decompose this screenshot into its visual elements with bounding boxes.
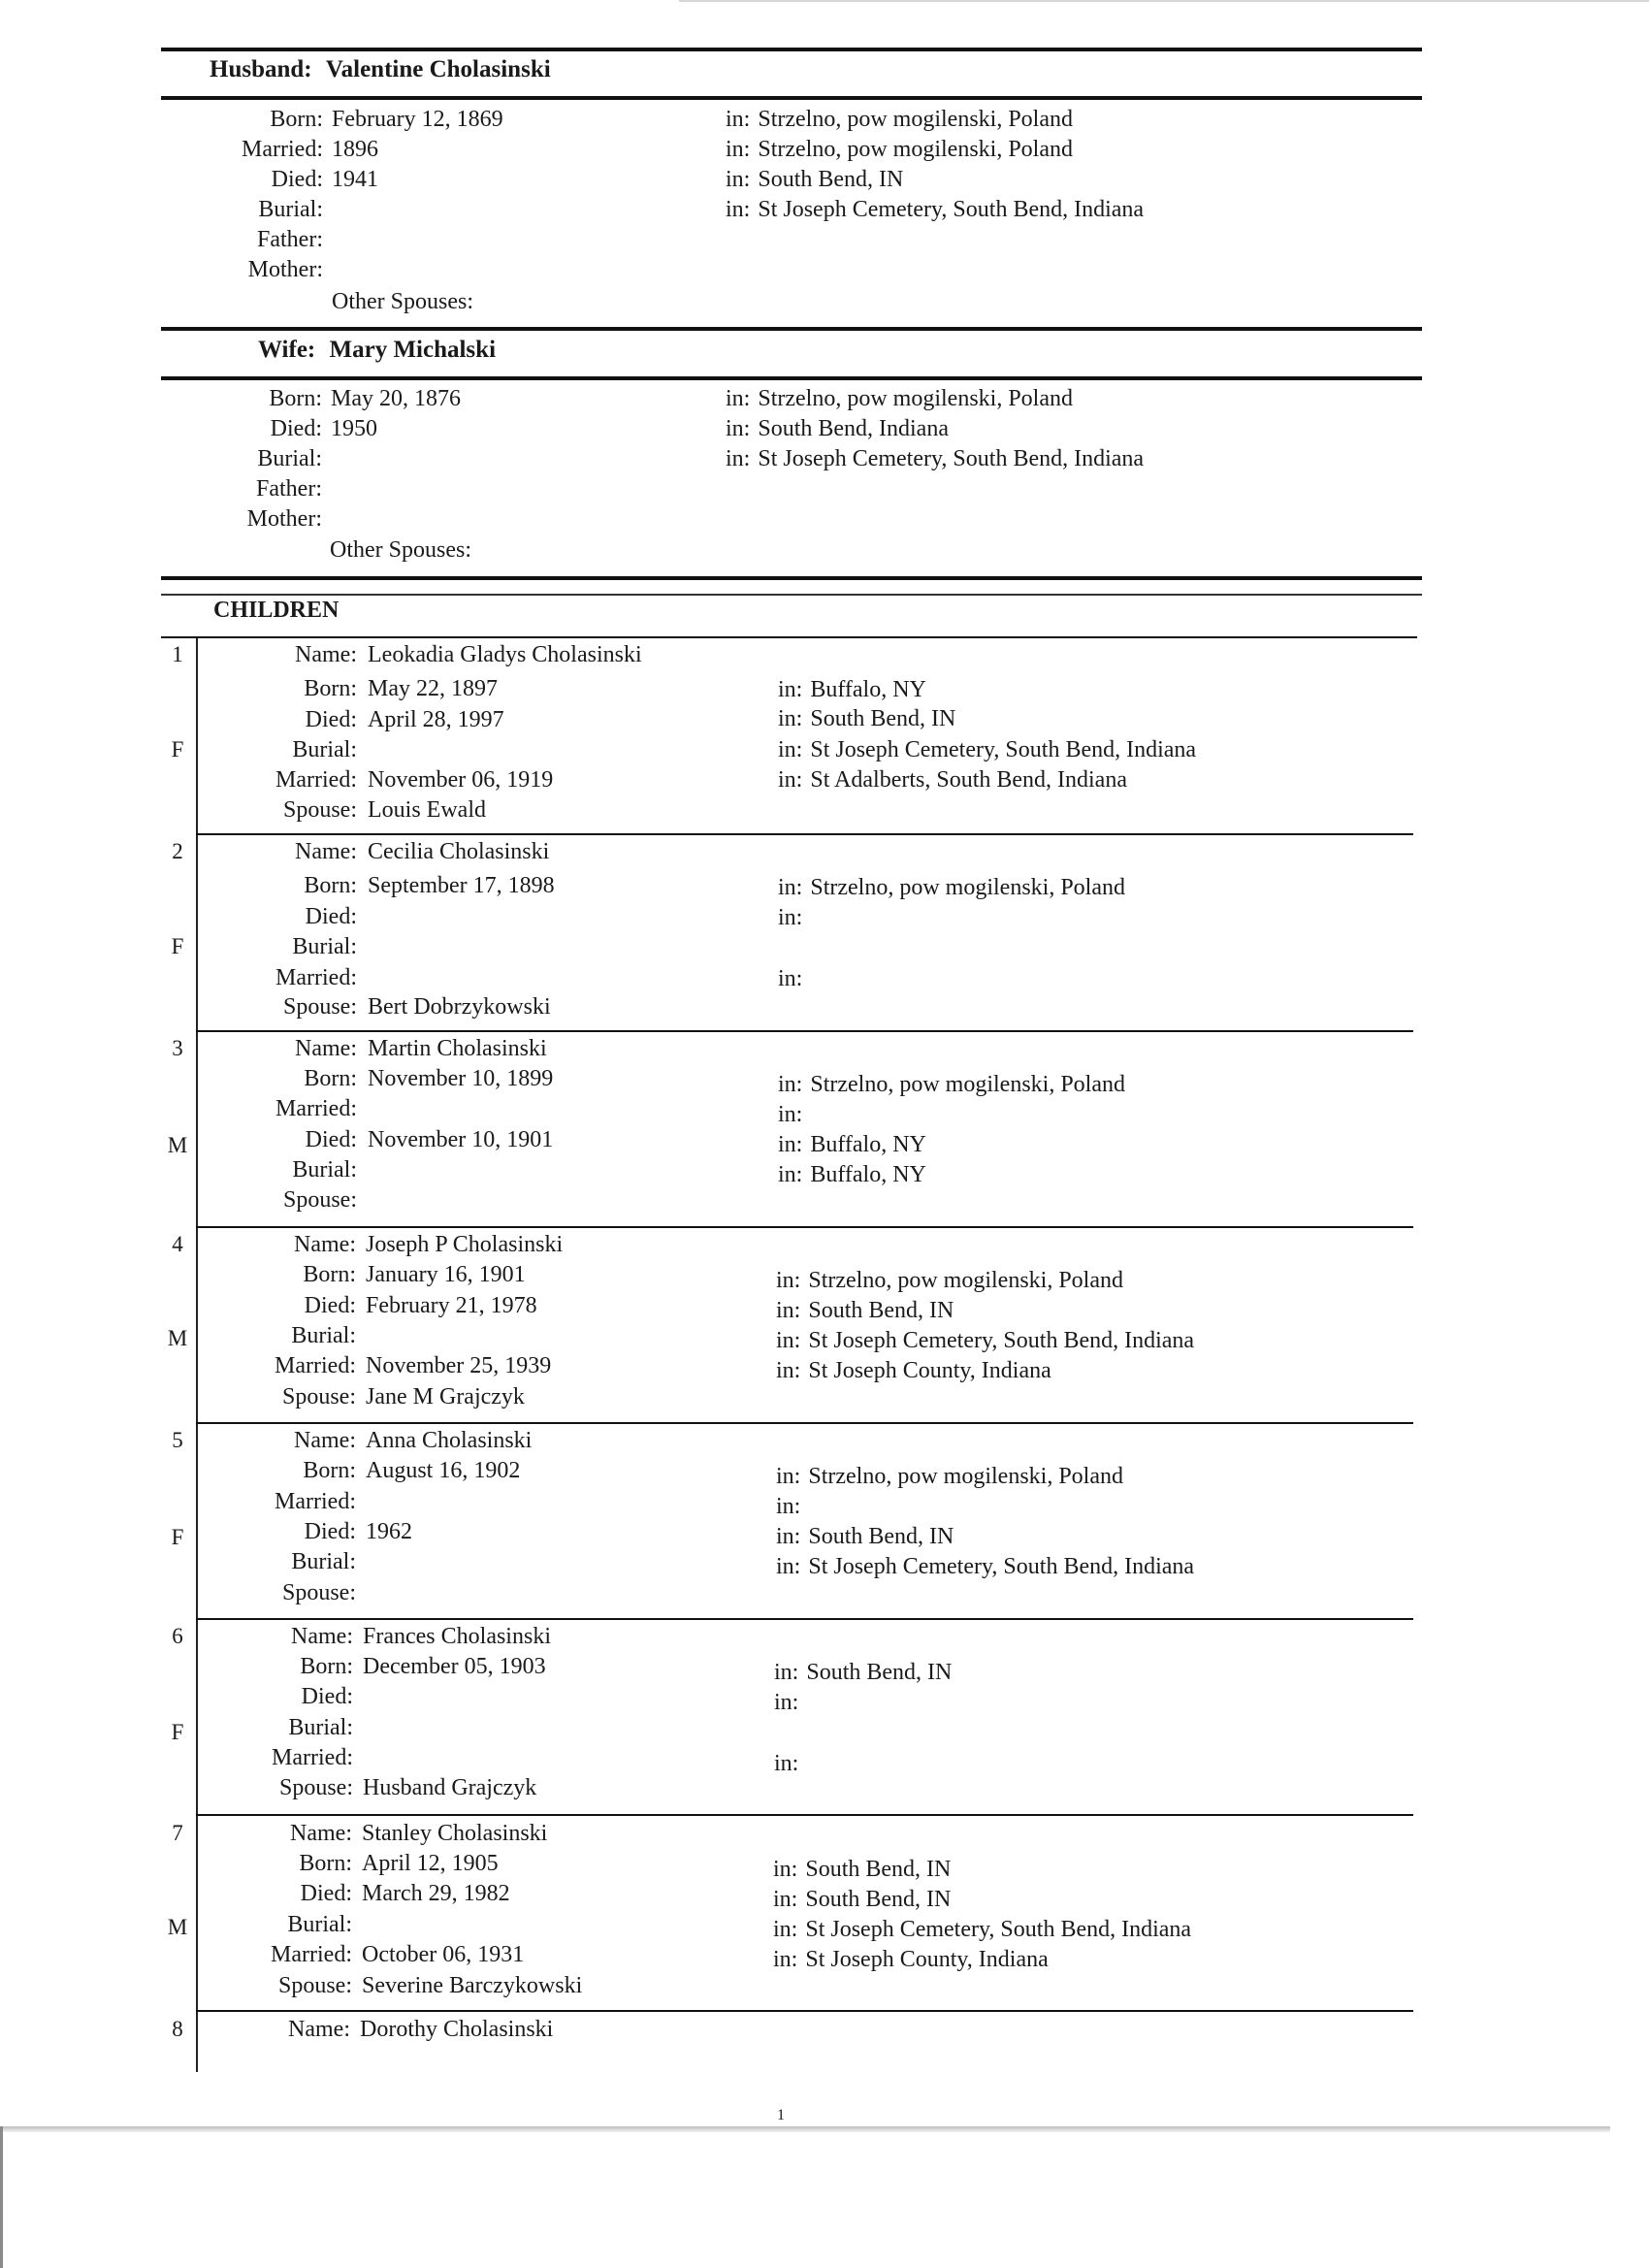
husband-died-place <box>726 167 903 193</box>
child-born-value: January 16, 1901 <box>366 1262 526 1287</box>
child-number: 3 <box>172 1036 183 1060</box>
child-married-label: Married: <box>275 965 357 990</box>
wife-other-spouses: Other Spouses: <box>330 537 471 563</box>
husband-burial-place <box>726 197 1144 223</box>
child-died-place <box>776 1298 954 1324</box>
child-born-place-value: South Bend, IN <box>805 1857 952 1882</box>
child-married-in-label: in: <box>774 1751 799 1776</box>
child-born-place <box>773 1857 951 1883</box>
husband-died-value: 1941 <box>332 167 378 192</box>
child-died-label: Died: <box>305 707 357 732</box>
wife-died-label: Died: <box>270 416 322 441</box>
child-married-place <box>776 1494 808 1520</box>
child-married-place-value: St Joseph County, Indiana <box>805 1947 1049 1972</box>
child-burial-label: Burial: <box>292 1157 357 1183</box>
husband-married-label: Married: <box>242 137 323 162</box>
child-burial-label: Burial: <box>292 934 357 959</box>
husband-burial-label: Burial: <box>258 197 323 222</box>
child-sex: F <box>171 1525 184 1549</box>
child-married-in-label: in: <box>776 1494 801 1519</box>
child-died-label: Died: <box>304 1293 356 1318</box>
child-born-label: Born: <box>299 1851 352 1876</box>
child-spouse-label: Spouse: <box>282 994 357 1020</box>
child-spouse-label: Spouse: <box>281 1384 356 1409</box>
child-name-value: Stanley Cholasinski <box>362 1821 548 1846</box>
child-married-place-value: St Adalberts, South Bend, Indiana <box>810 767 1127 793</box>
child-married-in-label: in: <box>773 1947 798 1972</box>
child-born-in-label: in: <box>778 677 803 702</box>
child-name-value: Dorothy Cholasinski <box>360 2017 554 2042</box>
child-born-place-value: Strzelno, pow mogilenski, Poland <box>810 1072 1125 1097</box>
husband-born-label: Born: <box>270 107 323 132</box>
child-born-place-value: Strzelno, pow mogilenski, Poland <box>808 1464 1123 1489</box>
child-married-in-label: in: <box>778 966 803 991</box>
child-number: 5 <box>172 1428 183 1452</box>
child-born-place-value: Strzelno, pow mogilenski, Poland <box>810 875 1125 900</box>
child-died-label: Died: <box>304 1519 356 1544</box>
child-born-in-label: in: <box>774 1660 799 1685</box>
wife-burial-in-label: in: <box>726 446 751 471</box>
child-born-place <box>774 1660 952 1686</box>
child-sex: F <box>171 1720 184 1744</box>
child-married-place <box>778 966 810 992</box>
child-married-label: Married: <box>275 1489 356 1514</box>
child-name-value: Anna Cholasinski <box>366 1428 533 1453</box>
page-number: 1 <box>777 2107 785 2123</box>
wife-father-label: Father: <box>256 476 322 502</box>
child-name-label: Name: <box>295 642 357 667</box>
child-married-label: Married: <box>272 1745 353 1770</box>
child-married-label: Married: <box>275 767 357 793</box>
child-burial-place-value: St Joseph Cemetery, South Bend, Indiana <box>805 1917 1192 1942</box>
child-sex: F <box>171 934 184 958</box>
child-burial-place <box>778 1162 926 1188</box>
husband-born-place-value: Strzelno, pow mogilenski, Poland <box>758 107 1073 132</box>
wife-top-rule <box>161 327 1422 331</box>
child-born-place <box>776 1268 1123 1294</box>
child-name-value: Joseph P Cholasinski <box>366 1232 564 1257</box>
child-burial-in-label: in: <box>776 1554 801 1579</box>
child-born-value: May 22, 1897 <box>368 676 498 701</box>
child-died-place <box>773 1887 951 1913</box>
wife-mother-label: Mother: <box>246 506 322 532</box>
husband-born-in-label: in: <box>726 107 751 132</box>
child-born-value: December 05, 1903 <box>363 1654 546 1679</box>
child-burial-place-value: St Joseph Cemetery, South Bend, Indiana <box>808 1554 1195 1579</box>
child-died-place-value: South Bend, IN <box>805 1887 952 1912</box>
husband-father-label: Father: <box>257 227 323 252</box>
child-born-in-label: in: <box>776 1464 801 1489</box>
children-top-rule-secondary <box>161 594 1422 596</box>
wife-born-place <box>726 386 1073 412</box>
husband-born-place <box>726 107 1073 133</box>
children-heading: CHILDREN <box>213 598 340 623</box>
child-name-label: Name: <box>291 1624 353 1649</box>
child-born-place-value: Buffalo, NY <box>810 677 926 702</box>
child-separator-rule <box>196 1618 1413 1620</box>
child-married-place-value: St Joseph County, Indiana <box>808 1358 1051 1383</box>
child-sex: F <box>171 737 184 761</box>
wife-label: Wife: <box>258 337 316 363</box>
child-died-in-label: in: <box>776 1298 801 1323</box>
child-separator-rule <box>196 2010 1413 2012</box>
wife-died-place-value: South Bend, Indiana <box>758 416 949 441</box>
child-name-label: Name: <box>295 839 357 864</box>
scan-edge-left <box>0 2126 3 2268</box>
wife-burial-place <box>726 446 1144 472</box>
child-born-in-label: in: <box>773 1857 798 1882</box>
child-spouse-value: Louis Ewald <box>368 797 486 823</box>
wife-died-value: 1950 <box>331 416 377 441</box>
wife-died-in-label: in: <box>726 416 751 441</box>
child-married-label: Married: <box>275 1096 357 1121</box>
child-died-in-label: in: <box>776 1524 801 1549</box>
wife-born-in-label: in: <box>726 386 751 411</box>
child-separator-rule <box>196 1226 1413 1228</box>
husband-bottom-rule <box>161 96 1422 100</box>
husband-married-place <box>726 137 1073 163</box>
child-name-label: Name: <box>294 1232 356 1257</box>
child-married-label: Married: <box>271 1942 352 1967</box>
child-burial-place <box>778 737 1196 763</box>
child-married-place <box>778 767 1127 794</box>
child-born-place <box>778 1072 1125 1098</box>
child-born-value: April 12, 1905 <box>362 1851 499 1876</box>
child-died-place <box>778 1132 926 1158</box>
child-born-value: August 16, 1902 <box>366 1458 521 1483</box>
child-name-value: Martin Cholasinski <box>368 1036 547 1061</box>
husband-married-in-label: in: <box>726 137 751 162</box>
children-top-rule <box>161 576 1422 580</box>
child-born-value: September 17, 1898 <box>368 873 555 898</box>
child-died-label: Died: <box>305 904 357 929</box>
child-born-place-value: South Bend, IN <box>806 1660 953 1685</box>
husband-burial-in-label: in: <box>726 197 751 222</box>
child-separator-rule <box>196 833 1413 835</box>
child-name-value: Frances Cholasinski <box>363 1624 551 1649</box>
child-separator-rule <box>196 1422 1413 1424</box>
child-born-in-label: in: <box>778 875 803 900</box>
wife-name: Mary Michalski <box>329 337 497 363</box>
child-born-place <box>776 1464 1123 1490</box>
child-sex: M <box>167 1326 188 1350</box>
child-burial-in-label: in: <box>778 1162 803 1187</box>
husband-other-spouses: Other Spouses: <box>332 289 473 314</box>
children-heading-rule <box>161 636 1417 638</box>
wife-burial-place-value: St Joseph Cemetery, South Bend, Indiana <box>758 446 1145 471</box>
child-died-in-label: in: <box>778 706 803 731</box>
child-born-label: Born: <box>300 1654 353 1679</box>
child-burial-place-value: Buffalo, NY <box>810 1162 926 1187</box>
child-name-label: Name: <box>288 2017 350 2042</box>
child-died-value: March 29, 1982 <box>362 1881 510 1906</box>
child-name-label: Name: <box>295 1036 357 1061</box>
child-married-place <box>778 1102 810 1128</box>
husband-married-value: 1896 <box>332 137 378 162</box>
child-spouse-label: Spouse: <box>278 1775 353 1800</box>
wife-heading <box>258 337 496 364</box>
child-sex: M <box>167 1133 188 1157</box>
child-married-value: November 25, 1939 <box>366 1353 552 1378</box>
child-name-value: Cecilia Cholasinski <box>368 839 550 864</box>
scan-edge-bottom <box>0 2126 1610 2132</box>
child-married-in-label: in: <box>778 1102 803 1127</box>
child-married-in-label: in: <box>776 1358 801 1383</box>
child-died-in-label: in: <box>778 905 803 930</box>
child-died-place <box>774 1690 806 1716</box>
child-died-value: 1962 <box>366 1519 412 1544</box>
child-burial-in-label: in: <box>776 1328 801 1353</box>
wife-born-value: May 20, 1876 <box>331 386 461 411</box>
child-died-place-value: Buffalo, NY <box>810 1132 926 1157</box>
child-died-place <box>778 706 955 732</box>
husband-died-in-label: in: <box>726 167 751 192</box>
wife-bottom-rule <box>161 376 1422 380</box>
child-died-in-label: in: <box>773 1887 798 1912</box>
child-burial-place <box>776 1328 1194 1354</box>
child-died-place <box>776 1524 954 1550</box>
scan-edge-top <box>679 0 1649 2</box>
child-spouse-value: Husband Grajczyk <box>363 1775 537 1800</box>
child-died-place <box>778 905 810 931</box>
husband-married-place-value: Strzelno, pow mogilenski, Poland <box>758 137 1073 162</box>
husband-heading <box>210 56 551 83</box>
child-born-label: Born: <box>304 873 357 898</box>
child-born-label: Born: <box>304 1066 357 1091</box>
child-burial-place <box>776 1554 1194 1580</box>
child-burial-in-label: in: <box>773 1917 798 1942</box>
child-born-place <box>778 677 926 703</box>
child-sex: M <box>167 1915 188 1939</box>
child-married-value: October 06, 1931 <box>362 1942 525 1967</box>
child-spouse-label: Spouse: <box>281 1580 356 1605</box>
child-separator-rule <box>196 1030 1413 1032</box>
child-number: 8 <box>172 2017 183 2041</box>
child-spouse-label: Spouse: <box>277 1973 352 1998</box>
child-married-place <box>773 1947 1049 1973</box>
child-married-label: Married: <box>275 1353 356 1378</box>
husband-born-value: February 12, 1869 <box>332 107 503 132</box>
child-burial-in-label: in: <box>778 737 803 762</box>
child-died-in-label: in: <box>774 1690 799 1715</box>
child-died-place-value: South Bend, IN <box>810 706 956 731</box>
husband-name: Valentine Cholasinski <box>325 56 551 82</box>
child-died-in-label: in: <box>778 1132 803 1157</box>
child-number: 7 <box>172 1821 183 1845</box>
child-born-label: Born: <box>303 1262 356 1287</box>
child-burial-label: Burial: <box>288 1715 353 1740</box>
child-spouse-value: Severine Barczykowski <box>362 1973 583 1998</box>
child-burial-label: Burial: <box>291 1323 356 1348</box>
child-died-value: November 10, 1901 <box>368 1127 554 1152</box>
child-died-value: February 21, 1978 <box>366 1293 537 1318</box>
child-name-value: Leokadia Gladys Cholasinski <box>368 642 642 667</box>
child-married-place <box>776 1358 1051 1384</box>
child-name-label: Name: <box>290 1821 352 1846</box>
child-spouse-value: Jane M Grajczyk <box>366 1384 525 1409</box>
wife-died-place <box>726 416 949 442</box>
child-burial-label: Burial: <box>291 1549 356 1574</box>
husband-burial-place-value: St Joseph Cemetery, South Bend, Indiana <box>758 197 1145 222</box>
wife-born-label: Born: <box>269 386 322 411</box>
child-married-in-label: in: <box>778 767 803 793</box>
child-died-label: Died: <box>305 1127 357 1152</box>
child-burial-label: Burial: <box>287 1912 352 1937</box>
child-burial-place-value: St Joseph Cemetery, South Bend, Indiana <box>810 737 1197 762</box>
child-born-place-value: Strzelno, pow mogilenski, Poland <box>808 1268 1123 1293</box>
child-number: 2 <box>172 839 183 863</box>
child-married-value: November 06, 1919 <box>368 767 554 793</box>
child-born-label: Born: <box>304 676 357 701</box>
husband-died-label: Died: <box>271 167 323 192</box>
husband-mother-label: Mother: <box>247 257 323 282</box>
child-number: 4 <box>172 1232 183 1256</box>
child-spouse-label: Spouse: <box>282 797 357 823</box>
child-died-value: April 28, 1997 <box>368 707 504 732</box>
husband-died-place-value: South Bend, IN <box>758 167 904 192</box>
child-died-label: Died: <box>300 1881 352 1906</box>
child-died-label: Died: <box>301 1684 353 1709</box>
child-born-in-label: in: <box>776 1268 801 1293</box>
child-married-place <box>774 1751 806 1777</box>
child-number: 6 <box>172 1624 183 1648</box>
wife-burial-label: Burial: <box>257 446 322 471</box>
child-spouse-label: Spouse: <box>282 1187 357 1213</box>
husband-label: Husband: <box>210 56 312 82</box>
child-number: 1 <box>172 642 183 666</box>
child-separator-rule <box>196 1814 1413 1816</box>
child-burial-place <box>773 1917 1191 1943</box>
child-name-label: Name: <box>294 1428 356 1453</box>
child-burial-place-value: St Joseph Cemetery, South Bend, Indiana <box>808 1328 1195 1353</box>
child-born-in-label: in: <box>778 1072 803 1097</box>
child-born-place <box>778 875 1125 901</box>
husband-top-rule <box>161 48 1422 51</box>
child-born-label: Born: <box>303 1458 356 1483</box>
child-died-place-value: South Bend, IN <box>808 1524 954 1549</box>
child-burial-label: Burial: <box>292 737 357 762</box>
wife-born-place-value: Strzelno, pow mogilenski, Poland <box>758 386 1073 411</box>
child-died-place-value: South Bend, IN <box>808 1298 954 1323</box>
child-born-value: November 10, 1899 <box>368 1066 554 1091</box>
child-spouse-value: Bert Dobrzykowski <box>368 994 551 1020</box>
